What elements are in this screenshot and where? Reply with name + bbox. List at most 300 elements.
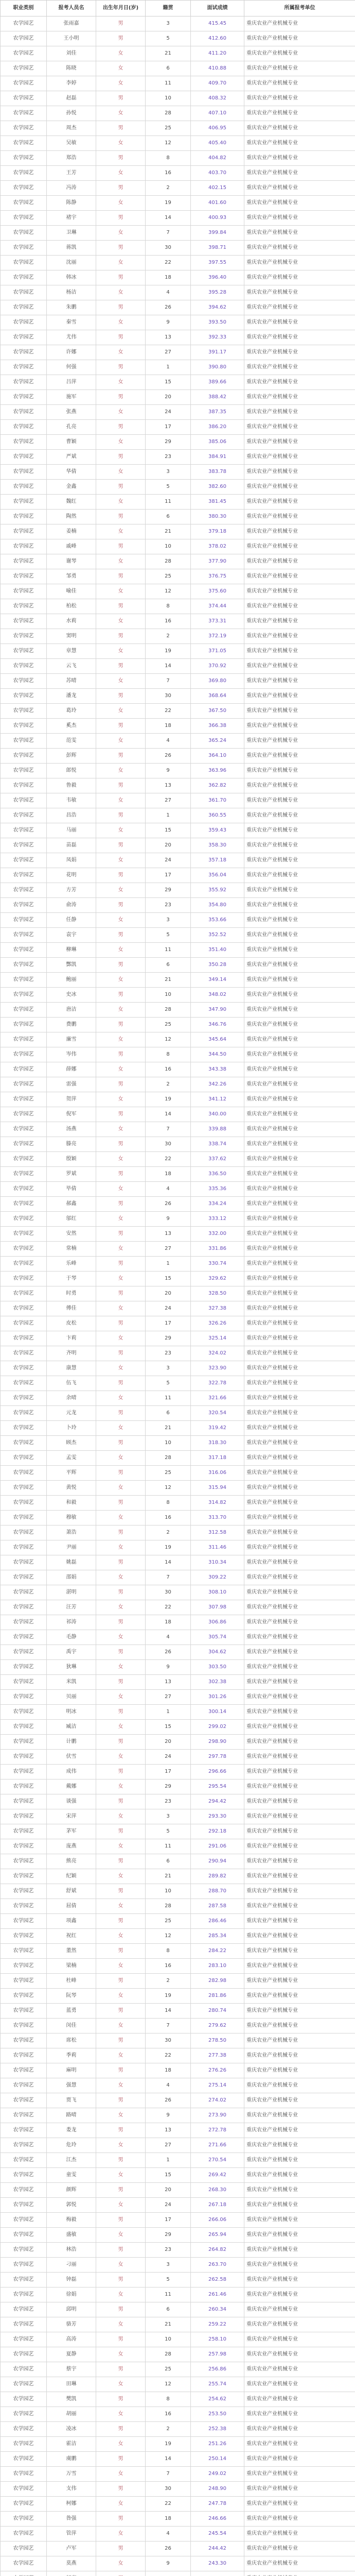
unit-cell: 重庆农业产业机械专业: [244, 270, 355, 285]
number-cell: 23: [146, 1794, 191, 1809]
number-cell: 1: [146, 808, 191, 823]
category-cell: 农学园艺: [1, 1032, 47, 1047]
gender-cell: 男: [96, 2302, 146, 2317]
gender-cell: 男: [96, 1137, 146, 1152]
name-cell: 水莉: [47, 614, 96, 629]
score-cell: 271.66: [191, 2138, 244, 2153]
score-cell: 334.24: [191, 1197, 244, 1212]
score-cell: 298.90: [191, 1735, 244, 1750]
gender-cell: 男: [96, 2063, 146, 2078]
table-row: [1, 285, 355, 300]
score-cell: 355.92: [191, 883, 244, 898]
name-cell: 尤伟: [47, 330, 96, 345]
score-cell: 350.28: [191, 958, 244, 973]
number-cell: 6: [146, 510, 191, 524]
table-row: [1, 988, 355, 1003]
table-row: [1, 1152, 355, 1167]
score-cell: 371.05: [191, 644, 244, 659]
score-cell: 346.76: [191, 1018, 244, 1032]
name-cell: 路晴: [47, 2108, 96, 2123]
category-cell: 农学园艺: [1, 793, 47, 808]
number-cell: 11: [146, 2287, 191, 2302]
unit-cell: 重庆农业产业机械专业: [244, 1794, 355, 1809]
number-cell: 13: [146, 1227, 191, 1242]
unit-cell: 重庆农业产业机械专业: [244, 211, 355, 226]
table-row: [1, 1212, 355, 1227]
table-row: [1, 106, 355, 121]
unit-cell: 重庆农业产业机械专业: [244, 1242, 355, 1257]
name-cell: 殷颖: [47, 1152, 96, 1167]
score-cell: 289.82: [191, 1869, 244, 1884]
category-cell: 农学园艺: [1, 1212, 47, 1227]
unit-cell: 重庆农业产业机械专业: [244, 1630, 355, 1645]
score-cell: 312.58: [191, 1526, 244, 1540]
category-cell: 农学园艺: [1, 1376, 47, 1391]
number-cell: 14: [146, 2004, 191, 2019]
table-row: [1, 1481, 355, 1496]
category-cell: 农学园艺: [1, 1765, 47, 1780]
name-cell: 邱明: [47, 2302, 96, 2317]
unit-cell: 重庆农业产业机械专业: [244, 1526, 355, 1540]
score-cell: [191, 2571, 244, 2576]
unit-cell: 重庆农业产业机械专业: [244, 1705, 355, 1720]
unit-cell: 重庆农业产业机械专业: [244, 823, 355, 838]
number-cell: 2: [146, 629, 191, 644]
name-cell: [47, 2571, 96, 2576]
unit-cell: 重庆农业产业机械专业: [244, 1929, 355, 1944]
score-cell: 249.02: [191, 2467, 244, 2482]
number-cell: 11: [146, 495, 191, 510]
category-cell: 农学园艺: [1, 2377, 47, 2392]
table-row: [1, 1854, 355, 1869]
name-cell: 虞鹏: [47, 2452, 96, 2467]
score-cell: 293.30: [191, 1809, 244, 1824]
name-cell: 朱鹏: [47, 300, 96, 315]
score-cell: 325.14: [191, 1331, 244, 1346]
table-row: [1, 1675, 355, 1690]
name-cell: 凌冰: [47, 2422, 96, 2437]
table-row: [1, 1361, 355, 1376]
gender-cell: 女: [96, 973, 146, 988]
unit-cell: 重庆农业产业机械专业: [244, 345, 355, 360]
name-cell: 任静: [47, 913, 96, 928]
category-cell: 农学园艺: [1, 1914, 47, 1929]
category-cell: 农学园艺: [1, 1346, 47, 1361]
name-cell: 禹宇: [47, 1645, 96, 1660]
table-row: [1, 2392, 355, 2407]
table-row: [1, 300, 355, 315]
number-cell: 25: [146, 2362, 191, 2377]
name-cell: 郑浩: [47, 151, 96, 166]
number-cell: 14: [146, 659, 191, 674]
score-cell: 283.10: [191, 1959, 244, 1974]
gender-cell: 男: [96, 300, 146, 315]
name-cell: 狄琳: [47, 1660, 96, 1675]
table-row: [1, 1630, 355, 1645]
number-cell: 16: [146, 1959, 191, 1974]
name-cell: 萧浩: [47, 1526, 96, 1540]
category-cell: 农学园艺: [1, 943, 47, 958]
number-cell: 17: [146, 1765, 191, 1780]
table-row: [1, 898, 355, 913]
unit-cell: 重庆农业产业机械专业: [244, 2482, 355, 2497]
table-row: [1, 61, 355, 76]
score-cell: 303.50: [191, 1660, 244, 1675]
table-row: [1, 539, 355, 554]
number-cell: 2: [146, 181, 191, 196]
category-cell: 农学园艺: [1, 61, 47, 76]
gender-cell: 女: [96, 1899, 146, 1914]
unit-cell: 重庆农业产业机械专业: [244, 2302, 355, 2317]
name-cell: 臧洁: [47, 1720, 96, 1735]
number-cell: 6: [146, 2302, 191, 2317]
score-cell: 287.58: [191, 1899, 244, 1914]
score-cell: 269.42: [191, 2168, 244, 2183]
category-cell: 农学园艺: [1, 1600, 47, 1615]
score-cell: 365.24: [191, 734, 244, 749]
gender-cell: 男: [96, 629, 146, 644]
name-cell: 卢军: [47, 2541, 96, 2556]
category-cell: 农学园艺: [1, 420, 47, 435]
score-cell: 338.74: [191, 1137, 244, 1152]
name-cell: 郭悦: [47, 2198, 96, 2213]
table-row: [1, 270, 355, 285]
number-cell: 25: [146, 1914, 191, 1929]
gender-cell: 女: [96, 2078, 146, 2093]
table-row: [1, 480, 355, 495]
number-cell: 25: [146, 569, 191, 584]
score-cell: 406.95: [191, 121, 244, 136]
score-cell: 330.74: [191, 1257, 244, 1272]
name-cell: 凤娟: [47, 853, 96, 868]
name-cell: 邹勇: [47, 569, 96, 584]
category-cell: 农学园艺: [1, 1286, 47, 1301]
gender-cell: 男: [96, 450, 146, 465]
number-cell: 22: [146, 2048, 191, 2063]
score-cell: 363.96: [191, 764, 244, 778]
score-cell: 316.06: [191, 1466, 244, 1481]
category-cell: 农学园艺: [1, 913, 47, 928]
unit-cell: 重庆农业产业机械专业: [244, 495, 355, 510]
gender-cell: 男: [96, 390, 146, 405]
category-cell: 农学园艺: [1, 2332, 47, 2347]
name-cell: 庞燕: [47, 1839, 96, 1854]
number-cell: 3: [146, 1809, 191, 1824]
score-cell: 358.30: [191, 838, 244, 853]
name-cell: 彭辉: [47, 749, 96, 764]
table-row: [1, 1645, 355, 1660]
number-cell: 15: [146, 2168, 191, 2183]
score-cell: 407.10: [191, 106, 244, 121]
unit-cell: 重庆农业产业机械专业: [244, 1406, 355, 1421]
number-cell: 22: [146, 704, 191, 719]
unit-cell: 重庆农业产业机械专业: [244, 853, 355, 868]
table-row: [1, 2556, 355, 2571]
table-row: [1, 749, 355, 764]
table-row: [1, 1794, 355, 1809]
column-header: 面试成绩: [191, 1, 244, 16]
gender-cell: 女: [96, 375, 146, 390]
name-cell: 席松: [47, 2033, 96, 2048]
name-cell: 云飞: [47, 659, 96, 674]
category-cell: 农学园艺: [1, 2183, 47, 2198]
score-cell: 335.36: [191, 1182, 244, 1197]
name-cell: 郎悦: [47, 764, 96, 778]
number-cell: 22: [146, 2497, 191, 2512]
score-cell: 246.66: [191, 2512, 244, 2527]
gender-cell: 女: [96, 1481, 146, 1496]
unit-cell: 重庆农业产业机械专业: [244, 1197, 355, 1212]
unit-cell: 重庆农业产业机械专业: [244, 644, 355, 659]
table-row: [1, 1003, 355, 1018]
table-row: [1, 1062, 355, 1077]
table-row: [1, 450, 355, 465]
gender-cell: 男: [96, 1914, 146, 1929]
name-cell: 童雯: [47, 2168, 96, 2183]
number-cell: 1: [146, 1257, 191, 1272]
unit-cell: 重庆农业产业机械专业: [244, 1660, 355, 1675]
gender-cell: 男: [96, 2033, 146, 2048]
number-cell: 1: [146, 1705, 191, 1720]
category-cell: 农学园艺: [1, 2168, 47, 2183]
number-cell: 23: [146, 2243, 191, 2258]
number-cell: 2: [146, 1077, 191, 1092]
name-cell: 米凯: [47, 1675, 96, 1690]
number-cell: 13: [146, 2123, 191, 2138]
table-row: [1, 2347, 355, 2362]
category-cell: 农学园艺: [1, 1242, 47, 1257]
score-cell: 260.34: [191, 2302, 244, 2317]
column-header: 报考人员名: [47, 1, 96, 16]
number-cell: 5: [146, 1376, 191, 1391]
score-cell: 375.60: [191, 584, 244, 599]
number-cell: 20: [146, 390, 191, 405]
gender-cell: 女: [96, 435, 146, 450]
table-row: [1, 2273, 355, 2287]
number-cell: 12: [146, 136, 191, 151]
score-cell: 308.10: [191, 1585, 244, 1600]
name-cell: 史冰: [47, 988, 96, 1003]
table-row: [1, 2317, 355, 2332]
unit-cell: 重庆农业产业机械专业: [244, 689, 355, 704]
unit-cell: 重庆农业产业机械专业: [244, 1600, 355, 1615]
unit-cell: 重庆农业产业机械专业: [244, 1466, 355, 1481]
unit-cell: 重庆农业产业机械专业: [244, 1914, 355, 1929]
score-cell: 273.90: [191, 2108, 244, 2123]
category-cell: 农学园艺: [1, 2213, 47, 2228]
table-row: [1, 2004, 355, 2019]
gender-cell: 男: [96, 838, 146, 853]
unit-cell: 重庆农业产业机械专业: [244, 913, 355, 928]
category-cell: 农学园艺: [1, 2048, 47, 2063]
unit-cell: 重庆农业产业机械专业: [244, 1182, 355, 1197]
score-cell: 286.46: [191, 1914, 244, 1929]
score-cell: 372.19: [191, 629, 244, 644]
unit-cell: 重庆农业产业机械专业: [244, 1780, 355, 1794]
table-row: [1, 1690, 355, 1705]
name-cell: 雷强: [47, 1077, 96, 1092]
unit-cell: 重庆农业产业机械专业: [244, 674, 355, 689]
score-cell: 248.90: [191, 2482, 244, 2497]
gender-cell: 男: [96, 1167, 146, 1182]
gender-cell: 男: [96, 241, 146, 256]
score-cell: 397.55: [191, 256, 244, 270]
score-cell: 401.60: [191, 196, 244, 211]
score-cell: 386.20: [191, 420, 244, 435]
unit-cell: 重庆农业产业机械专业: [244, 1047, 355, 1062]
gender-cell: 女: [96, 1331, 146, 1346]
unit-cell: 重庆农业产业机械专业: [244, 2168, 355, 2183]
score-cell: 270.54: [191, 2153, 244, 2168]
gender-cell: 女: [96, 2317, 146, 2332]
gender-cell: 男: [96, 1645, 146, 1660]
score-cell: 380.30: [191, 510, 244, 524]
name-cell: 皮松: [47, 1316, 96, 1331]
score-cell: 254.62: [191, 2392, 244, 2407]
score-cell: 324.02: [191, 1346, 244, 1361]
unit-cell: 重庆农业产业机械专业: [244, 136, 355, 151]
unit-cell: 重庆农业产业机械专业: [244, 1227, 355, 1242]
unit-cell: 重庆农业产业机械专业: [244, 1167, 355, 1182]
unit-cell: 重庆农业产业机械专业: [244, 2063, 355, 2078]
number-cell: 26: [146, 2541, 191, 2556]
gender-cell: 男: [96, 2541, 146, 2556]
unit-cell: 重庆农业产业机械专业: [244, 256, 355, 270]
table-row: [1, 1570, 355, 1585]
category-cell: 农学园艺: [1, 689, 47, 704]
table-row: [1, 16, 355, 31]
number-cell: 3: [146, 16, 191, 31]
score-cell: 265.94: [191, 2228, 244, 2243]
unit-cell: 重庆农业产业机械专业: [244, 2138, 355, 2153]
gender-cell: 女: [96, 524, 146, 539]
name-cell: 何强: [47, 360, 96, 375]
name-cell: 褚宇: [47, 211, 96, 226]
name-cell: 张燕: [47, 405, 96, 420]
table-row: [1, 2093, 355, 2108]
number-cell: 9: [146, 1660, 191, 1675]
unit-cell: 重庆农业产业机械专业: [244, 2467, 355, 2482]
name-cell: 袁宇: [47, 928, 96, 943]
category-cell: 农学园艺: [1, 285, 47, 300]
category-cell: 农学园艺: [1, 838, 47, 853]
unit-cell: 重庆农业产业机械专业: [244, 1570, 355, 1585]
category-cell: 农学园艺: [1, 1092, 47, 1107]
score-cell: 302.38: [191, 1675, 244, 1690]
number-cell: 17: [146, 420, 191, 435]
number-cell: 4: [146, 1182, 191, 1197]
category-cell: 农学园艺: [1, 1645, 47, 1660]
category-cell: 农学园艺: [1, 569, 47, 584]
table-row: [1, 2168, 355, 2183]
name-cell: 韦敏: [47, 793, 96, 808]
number-cell: 20: [146, 838, 191, 853]
name-cell: 闵佳: [47, 2019, 96, 2033]
gender-cell: 男: [96, 928, 146, 943]
category-cell: 农学园艺: [1, 2153, 47, 2168]
number-cell: 16: [146, 166, 191, 181]
name-cell: 吴敏: [47, 136, 96, 151]
gender-cell: 男: [96, 2422, 146, 2437]
table-row: [1, 2467, 355, 2482]
name-cell: 廉雪: [47, 1032, 96, 1047]
category-cell: 农学园艺: [1, 2302, 47, 2317]
table-row: [1, 793, 355, 808]
category-cell: 农学园艺: [1, 2033, 47, 2048]
score-cell: 247.78: [191, 2497, 244, 2512]
score-cell: 354.80: [191, 898, 244, 913]
number-cell: 16: [146, 614, 191, 629]
category-cell: 农学园艺: [1, 1511, 47, 1526]
score-cell: 381.45: [191, 495, 244, 510]
gender-cell: 男: [96, 1466, 146, 1481]
number-cell: 10: [146, 91, 191, 106]
name-cell: 顾杰: [47, 1436, 96, 1451]
score-cell: 299.02: [191, 1720, 244, 1735]
name-cell: 穆敏: [47, 1511, 96, 1526]
table-row: [1, 1391, 355, 1406]
category-cell: 农学园艺: [1, 1466, 47, 1481]
gender-cell: 女: [96, 2437, 146, 2452]
gender-cell: 女: [96, 1989, 146, 2004]
gender-cell: 男: [96, 1107, 146, 1122]
category-cell: 农学园艺: [1, 554, 47, 569]
unit-cell: 重庆农业产业机械专业: [244, 1301, 355, 1316]
unit-cell: 重庆农业产业机械专业: [244, 1316, 355, 1331]
name-cell: 孔亮: [47, 420, 96, 435]
number-cell: 26: [146, 1197, 191, 1212]
number-cell: 19: [146, 2437, 191, 2452]
category-cell: 农学园艺: [1, 883, 47, 898]
table-row: [1, 510, 355, 524]
category-cell: 农学园艺: [1, 1705, 47, 1720]
table-row: [1, 1077, 355, 1092]
number-cell: 12: [146, 1032, 191, 1047]
unit-cell: 重庆农业产业机械专业: [244, 241, 355, 256]
table-row: [1, 1944, 355, 1959]
table-row: [1, 1242, 355, 1257]
gender-cell: 女: [96, 1600, 146, 1615]
number-cell: 21: [146, 46, 191, 61]
table-row: [1, 973, 355, 988]
number-cell: 6: [146, 1854, 191, 1869]
gender-cell: 男: [96, 868, 146, 883]
gender-cell: 女: [96, 2407, 146, 2422]
gender-cell: 男: [96, 1615, 146, 1630]
score-cell: 253.50: [191, 2407, 244, 2422]
score-cell: 321.66: [191, 1391, 244, 1406]
category-cell: 农学园艺: [1, 1421, 47, 1436]
name-cell: 于琴: [47, 1272, 96, 1286]
category-cell: 农学园艺: [1, 2004, 47, 2019]
name-cell: 余晴: [47, 1391, 96, 1406]
score-cell: 345.64: [191, 1032, 244, 1047]
score-cell: 362.82: [191, 778, 244, 793]
table-row: [1, 2527, 355, 2541]
unit-cell: 重庆农业产业机械专业: [244, 1675, 355, 1690]
unit-cell: 重庆农业产业机械专业: [244, 764, 355, 778]
unit-cell: 重庆农业产业机械专业: [244, 106, 355, 121]
category-cell: 农学园艺: [1, 1839, 47, 1854]
name-cell: 孙悦: [47, 106, 96, 121]
table-row: [1, 1032, 355, 1047]
gender-cell: 女: [96, 1361, 146, 1376]
unit-cell: 重庆农业产业机械专业: [244, 405, 355, 420]
category-cell: 农学园艺: [1, 1854, 47, 1869]
unit-cell: 重庆农业产业机械专业: [244, 46, 355, 61]
number-cell: 28: [146, 1451, 191, 1466]
score-cell: 307.98: [191, 1600, 244, 1615]
